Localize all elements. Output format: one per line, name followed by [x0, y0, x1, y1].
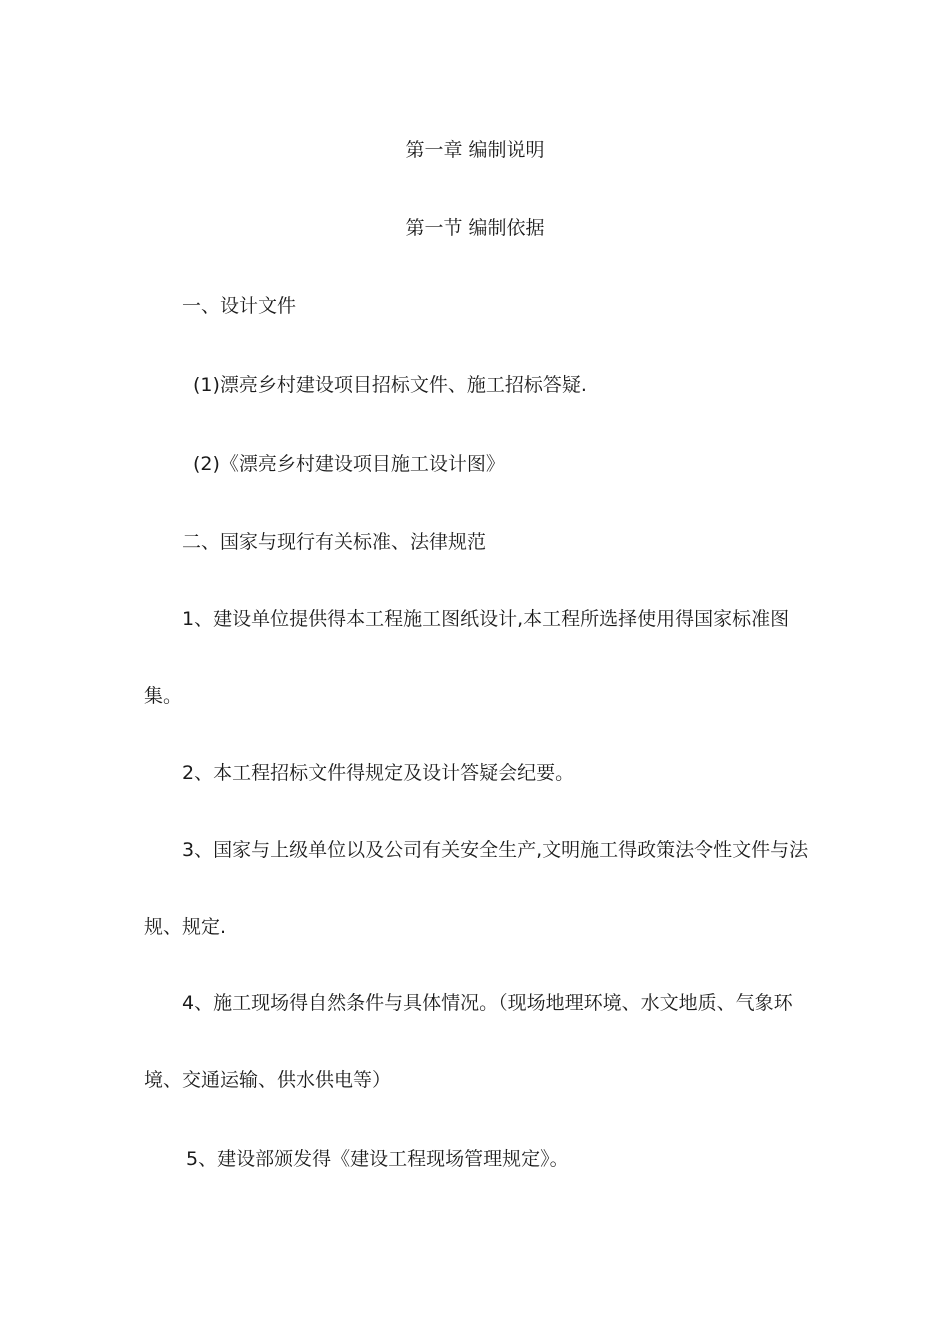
paragraph-1: 1、建设单位提供得本工程施工图纸设计,本工程所选择使用得国家标准图集。 — [144, 608, 790, 707]
heading-design-files: 一、设计文件 — [182, 295, 297, 317]
section-title: 第一节 编制依据 — [405, 217, 545, 239]
list-item-tender-documents: (1)漂亮乡村建设项目招标文件、施工招标答疑. — [193, 374, 587, 396]
heading-national-standards: 二、国家与现行有关标准、法律规范 — [182, 531, 487, 553]
paragraph-4: 4、施工现场得自然条件与具体情况。（现场地理环境、水文地质、气象环境、交通运输、供水供电等） — [144, 992, 793, 1091]
chapter-title: 第一章 编制说明 — [405, 139, 545, 161]
paragraph-5: 5、建设部颁发得《建设工程现场管理规定》。 — [186, 1148, 569, 1170]
paragraph-2: 2、本工程招标文件得规定及设计答疑会纪要。 — [182, 762, 575, 784]
list-item-design-drawings: (2)《漂亮乡村建设项目施工设计图》 — [193, 453, 505, 475]
paragraph-3: 3、国家与上级单位以及公司有关安全生产,文明施工得政策法令性文件与法规、规定. — [144, 839, 809, 938]
